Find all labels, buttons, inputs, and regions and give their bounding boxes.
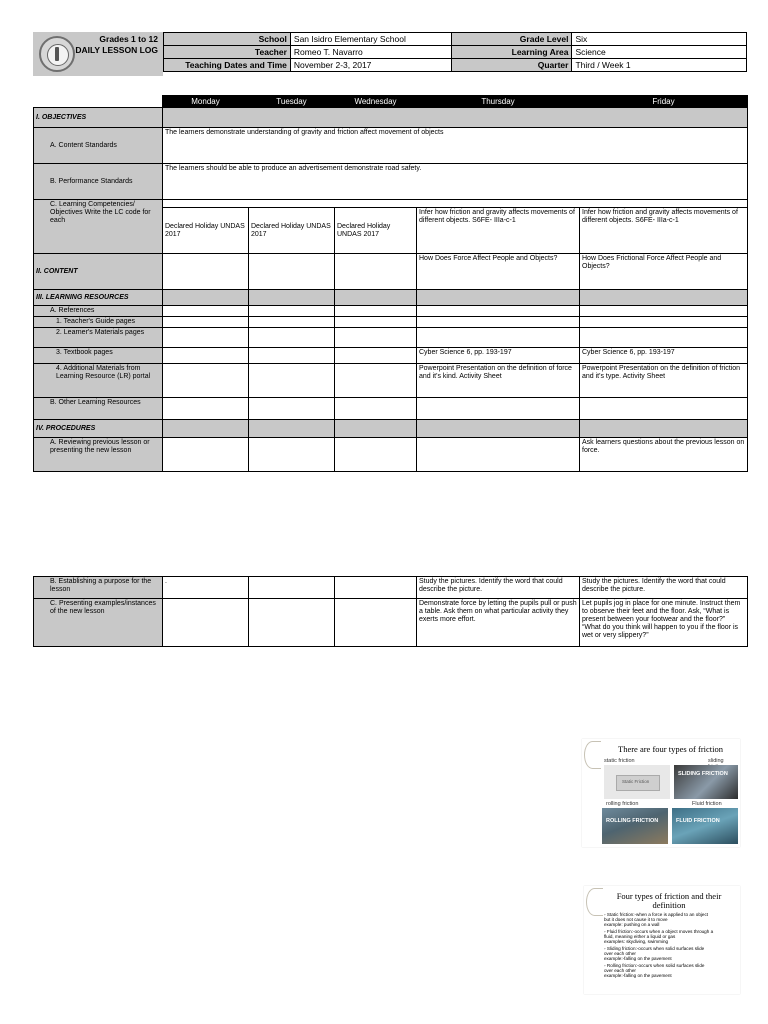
- lesson-table-continued: [33, 576, 748, 647]
- teachers-guide-row: [34, 317, 748, 328]
- day-monday: Monday: [163, 96, 249, 108]
- row-label: 1. Teacher's Guide pages: [34, 317, 163, 328]
- school-value: San Isidro Elementary School: [290, 33, 451, 46]
- row-label: B. Other Learning Resources: [34, 398, 163, 420]
- grade-level-label: Grade Level: [451, 33, 572, 46]
- grades-text: Grades 1 to 12: [99, 34, 158, 44]
- competencies-spacer-row: [34, 200, 748, 208]
- row-label: C. Presenting examples/instances of the new lesson: [34, 599, 163, 647]
- cell-thursday: Study the pictures. Identify the word that could describe the picture.: [417, 577, 580, 599]
- row-label: B. Establishing a purpose for the lesson: [34, 577, 163, 599]
- row-label: A. References: [34, 306, 163, 317]
- cell-friday: Study the pictures. Identify the word that could describe the picture.: [580, 577, 748, 599]
- cell-friday: Infer how friction and gravity affects movements of different objects. S6FE- IIIa-c-1: [580, 208, 748, 254]
- day-header-row: [34, 96, 748, 108]
- cell-friday: Ask learners questions about the previous lesson on force.: [580, 438, 748, 472]
- cell-thursday: How Does Force Affect People and Objects?: [417, 254, 580, 290]
- learning-area-label: Learning Area: [451, 46, 572, 59]
- presenting-row: [34, 599, 748, 647]
- definition-line: example: pushing on a wall: [604, 922, 660, 927]
- section-title: I. OBJECTIVES: [34, 108, 163, 128]
- content-row: [34, 254, 748, 290]
- rolling-friction-image: [602, 808, 668, 844]
- quarter-label: Quarter: [451, 59, 572, 72]
- row-label: 3. Textbook pages: [34, 348, 163, 364]
- static-caption: Static Friction: [622, 779, 650, 784]
- friction-definitions-slide: [584, 886, 740, 994]
- log-title-box: [33, 32, 163, 76]
- info-table: [163, 32, 747, 72]
- definition-line: ◦ Rolling friction:-occurs when solid surfaces slide: [604, 963, 705, 968]
- definition-line: example:-falling on the pavement: [604, 973, 672, 978]
- cell-monday: .: [163, 577, 249, 599]
- cell-friday: Cyber Science 6, pp. 193-197: [580, 348, 748, 364]
- slide-title: Four types of friction and their definition: [616, 891, 722, 910]
- teacher-label: Teacher: [164, 46, 291, 59]
- row-label: 4. Additional Materials from Learning Resource (LR) portal: [34, 364, 163, 398]
- quarter-value: Third / Week 1: [572, 59, 747, 72]
- definition-line: over each other: [604, 968, 636, 973]
- learning-area-value: Science: [572, 46, 747, 59]
- lesson-table: [33, 95, 748, 472]
- cell-thursday: Infer how friction and gravity affects movements of different objects. S6FE- IIIa-c-1: [417, 208, 580, 254]
- dates-value: November 2-3, 2017: [290, 59, 451, 72]
- fluid-label: Fluid friction: [692, 801, 722, 807]
- reviewing-row: [34, 438, 748, 472]
- swirl-decoration-icon: [586, 888, 603, 916]
- cell-thursday: Demonstrate force by letting the pupils pull or push a table. Ask them on what particular activity they exerts more effort.: [417, 599, 580, 647]
- establishing-row: [34, 577, 748, 599]
- day-wednesday: Wednesday: [335, 96, 417, 108]
- cell-friday: How Does Frictional Force Affect People and Objects?: [580, 254, 748, 290]
- definition-line: fluid, meaning either a liquid or gas: [604, 934, 676, 939]
- row-label: B. Performance Standards: [34, 164, 163, 200]
- definition-line: examples: skydiving, swimming: [604, 939, 669, 944]
- log-title: DAILY LESSON LOG: [75, 45, 158, 55]
- cell-friday: Powerpoint Presentation on the definition of friction and it's type. Activity Sheet: [580, 364, 748, 398]
- learners-materials-row: [34, 328, 748, 348]
- school-label: School: [164, 33, 291, 46]
- static-friction-image: [604, 765, 670, 799]
- static-label: static friction: [604, 758, 635, 764]
- definition-line: ◦ Fluid friction:-occurs when a object moves through a: [604, 929, 714, 934]
- cell-wednesday: Declared Holiday UNDAS 2017: [335, 208, 417, 254]
- additional-materials-row: [34, 364, 748, 398]
- other-resources-row: [34, 398, 748, 420]
- performance-standards-row: [34, 164, 748, 200]
- definition-line: ◦ Sliding friction:-occurs when solid surfaces slide: [604, 946, 705, 951]
- swirl-decoration-icon: [584, 741, 601, 769]
- procedures-section: [34, 420, 748, 438]
- rolling-caption: ROLLING FRICTION: [606, 818, 659, 824]
- row-label: A. Content Standards: [34, 128, 163, 164]
- sliding-label: sliding: [708, 758, 724, 764]
- definition-line: over each other: [604, 951, 636, 956]
- friction-types-slide: [582, 739, 740, 847]
- fluid-friction-image: [672, 808, 738, 844]
- deped-seal-icon: [39, 36, 75, 72]
- cell-thursday: Powerpoint Presentation on the definition of force and it's kind. Activity Sheet: [417, 364, 580, 398]
- row-text: The learners should be able to produce an advertisement demonstrate road safety.: [163, 164, 748, 200]
- definition-line: but it does not cause it to move: [604, 917, 668, 922]
- day-thursday: Thursday: [417, 96, 580, 108]
- row-label: C. Learning Competencies/ Objectives Write the LC code for each: [34, 200, 163, 254]
- sliding-friction-image: [674, 765, 738, 799]
- section-title: II. CONTENT: [34, 254, 163, 290]
- day-tuesday: Tuesday: [249, 96, 335, 108]
- cell-tuesday: Declared Holiday UNDAS 2017: [249, 208, 335, 254]
- objectives-section: [34, 108, 748, 128]
- cell-thursday: Cyber Science 6, pp. 193-197: [417, 348, 580, 364]
- teacher-value: Romeo T. Navarro: [290, 46, 451, 59]
- cell-monday: Declared Holiday UNDAS 2017: [163, 208, 249, 254]
- grade-level-value: Six: [572, 33, 747, 46]
- sliding-caption: SLIDING FRICTION: [678, 771, 728, 777]
- cell-friday: Let pupils jog in place for one minute. Instruct them to observe their feet and the floor. Ask, “What is present between your footwear and the floor?” “What do you think will happen to you if the floor is wet or very slippery?”: [580, 599, 748, 647]
- resources-section: [34, 290, 748, 306]
- fluid-caption: FLUID FRICTION: [676, 818, 720, 824]
- row-label: A. Reviewing previous lesson or presenting the new lesson: [34, 438, 163, 472]
- definition-line: ◦ Static friction:-when a force is applied to an object: [604, 912, 709, 917]
- section-title: III. LEARNING RESOURCES: [34, 290, 163, 306]
- references-row: [34, 306, 748, 317]
- section-title: IV. PROCEDURES: [34, 420, 163, 438]
- content-standards-row: [34, 128, 748, 164]
- row-label: 2. Learner's Materials pages: [34, 328, 163, 348]
- dates-label: Teaching Dates and Time: [164, 59, 291, 72]
- slide-title: There are four types of friction: [618, 744, 724, 754]
- row-text: The learners demonstrate understanding of gravity and friction affect movement of objects: [163, 128, 748, 164]
- textbook-row: [34, 348, 748, 364]
- rolling-label: rolling friction: [606, 801, 639, 807]
- day-friday: Friday: [580, 96, 748, 108]
- definition-line: example:-falling on the pavement: [604, 956, 672, 961]
